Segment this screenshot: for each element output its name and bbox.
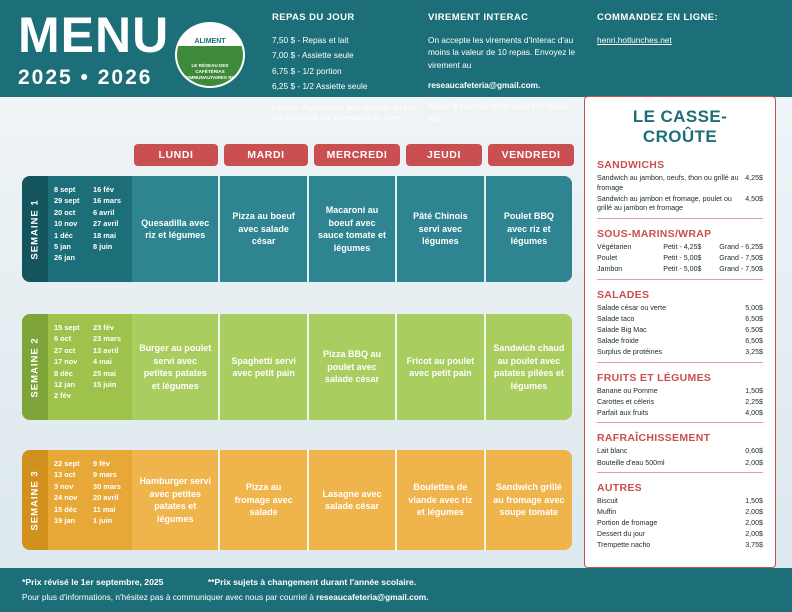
footer-note-2: **Prix sujets à changement durant l'année scolaire. (207, 577, 417, 587)
date-item: 29 sept (54, 196, 80, 206)
date-item: 11 mai (93, 504, 116, 514)
week-3-dates-col-2 (93, 458, 128, 542)
meal-cell: Sandwich chaud au poulet avec patates pilées et légumes (484, 314, 572, 420)
week-3-dates-col-1 (54, 458, 89, 542)
item-price: 3,75$ (745, 541, 763, 550)
logo-brand-text: ALIMENT (194, 38, 226, 45)
item-size-large: Grand - 7,50$ (719, 265, 763, 274)
virement-heading: VIREMENT INTERAC (428, 12, 529, 23)
menu-row (597, 304, 763, 314)
menu-row (597, 254, 763, 264)
date-item: 5 jan (54, 242, 71, 252)
item-name: Muffin (597, 508, 617, 517)
date-item: 3 nov (54, 481, 74, 491)
footer-contact-email[interactable]: reseaucafeteria@gmail.com. (316, 592, 429, 602)
menu-row (597, 497, 763, 507)
item-price: 1,50$ (745, 497, 763, 506)
date-item: 9 fév (93, 459, 110, 468)
item-size-large: Grand - 6,25$ (719, 242, 763, 251)
item-size-large: Grand - 7,50$ (719, 253, 763, 262)
tab-vendredi[interactable]: VENDREDI (488, 144, 574, 166)
tab-mercredi[interactable]: MERCREDI (314, 144, 400, 166)
section-title-autres: AUTRES (597, 482, 642, 495)
meal-cell: Macaroni au boeuf avec sauce tomate et légumes (307, 176, 395, 282)
item-price: 6,50$ (745, 325, 763, 334)
date-item: 27 oct (54, 345, 76, 355)
meal-cell: Sandwich grillé au fromage avec soupe tomate (484, 450, 572, 550)
date-item: 16 fév (93, 185, 114, 194)
order-online-block (597, 12, 777, 46)
item-price: 2,00$ (745, 530, 763, 539)
week-1-label (22, 176, 48, 282)
menu-row (597, 508, 763, 518)
menu-row (597, 326, 763, 336)
date-item: 1 juin (93, 516, 113, 526)
page-footer (0, 568, 792, 612)
meal-cell: Fricot au poulet avec petit pain (395, 314, 483, 420)
item-name: Portion de fromage (597, 519, 658, 528)
week-1-label-text: SEMAINE 1 (29, 198, 41, 260)
organization-logo (175, 22, 247, 86)
divider (597, 218, 763, 219)
item-name: Banane ou Pomme (597, 386, 658, 395)
date-item: 23 fév (93, 323, 114, 332)
date-item: 9 mars (93, 470, 117, 480)
item-size-small: Petit - 5,00$ (663, 265, 702, 274)
menu-row (597, 195, 763, 214)
date-item: 8 déc (54, 368, 73, 378)
week-1-dates-col-2 (93, 184, 128, 274)
meal-cell: Burger au poulet servi avec petites patates et légumes (139, 343, 212, 391)
section-title-rafraichissement: RAFRAÎCHISSEMENT (597, 432, 711, 445)
item-name: Salade froide (597, 336, 639, 345)
date-item: 22 sept (54, 459, 80, 468)
menu-row (597, 409, 763, 419)
date-item: 10 nov (54, 219, 78, 229)
item-price: 4,50$ (745, 194, 763, 203)
menu-row (597, 459, 763, 469)
virement-email: reseaucafeteria@gmail.com. (428, 80, 541, 90)
footer-notes (22, 577, 416, 587)
item-name: Salade Big Mac (597, 325, 647, 334)
item-price: 2,25$ (745, 397, 763, 406)
item-price: 4,25$ (745, 174, 763, 182)
date-item: 8 juin (93, 242, 113, 252)
page-header (0, 0, 792, 123)
footer-note-1: *Prix révisé le 1er septembre, 2025 (22, 577, 164, 587)
meal-cell: Spaghetti servi avec petit pain (218, 314, 306, 420)
date-item: 30 mars (93, 481, 121, 491)
divider (597, 472, 763, 473)
week-2-label (22, 314, 48, 420)
repas-heading: REPAS DU JOUR (272, 12, 355, 23)
section-title-fruits-legumes: FRUITS ET LÉGUMES (597, 371, 712, 384)
tab-mardi[interactable]: MARDI (224, 144, 308, 166)
date-item: 20 oct (54, 207, 76, 217)
section-title-sandwichs: SANDWICHS (597, 159, 665, 171)
item-price: 2,00$ (745, 458, 763, 467)
repas-price-line: 6,25 $ - 1/2 Assiette seule (272, 81, 368, 91)
item-price: 1,50$ (745, 386, 763, 395)
week-1-dates (48, 176, 132, 282)
item-name: Biscuit (597, 497, 618, 506)
menu-row (597, 398, 763, 408)
meal-cell: Pizza au fromage avec salade (218, 450, 306, 550)
meal-cell: Hamburger servi avec petites patates et légumes (139, 476, 211, 524)
item-price: 3,25$ (745, 348, 763, 357)
school-years: 2025 • 2026 (18, 66, 153, 89)
virement-interac-block (428, 12, 583, 133)
item-size-small: Petit - 5,00$ (663, 253, 702, 262)
tab-jeudi[interactable]: JEUDI (406, 144, 482, 166)
item-name: Salade taco (597, 314, 635, 323)
footer-contact-text: Pour plus d'informations, n'hésitez pas à communiquer avec nous par courriel à (22, 592, 317, 602)
day-tabs (134, 144, 574, 166)
meal-cell: Pizza au boeuf avec salade césar (218, 176, 306, 282)
week-3-block (22, 450, 572, 550)
section-title-sous-marins: SOUS-MARINS/WRAP (597, 227, 712, 240)
date-item: 13 avril (93, 345, 119, 355)
snack-bar-title: LE CASSE-CROÛTE (632, 107, 728, 146)
menu-row (597, 348, 763, 358)
date-item: 15 déc (54, 504, 78, 514)
repas-price-line: 7,00 $ - Assiette seule (272, 50, 354, 60)
week-2-dates-col-2 (93, 322, 128, 412)
date-item: 6 oct (54, 334, 72, 344)
item-name: Sandwich au jambon, oeufs, thon ou grillé au fromage (597, 174, 739, 192)
menu-row (597, 174, 763, 193)
item-name: Jambon (597, 265, 623, 274)
date-item: 15 sept (54, 323, 80, 332)
date-item: 13 oct (54, 470, 76, 480)
item-price: 5,00$ (745, 303, 763, 312)
item-name: Bouteille d'eau 500ml (597, 458, 665, 467)
week-2-block (22, 314, 572, 420)
date-item: 4 mai (93, 357, 112, 367)
tab-lundi[interactable]: LUNDI (134, 144, 218, 166)
menu-row (597, 315, 763, 325)
logo-caption: LE RÉSEAU DES CAFÉTÉRIAS COMMUNAUTAIRES INC. (182, 63, 238, 80)
week-3-label-text: SEMAINE 3 (29, 469, 41, 531)
week-2-label-text: SEMAINE 2 (29, 336, 41, 398)
menu-row (597, 519, 763, 529)
item-name: Parfait aux fruits (597, 408, 649, 417)
item-name: Trempette nacho (597, 541, 651, 550)
date-item: 16 mars (93, 196, 121, 206)
menu-row (597, 387, 763, 397)
date-item: 18 mai (93, 230, 117, 240)
order-online-heading: COMMANDEZ EN LIGNE: (597, 12, 719, 23)
week-3-label (22, 450, 48, 550)
menu-row (597, 530, 763, 540)
week-1-dates-col-1 (54, 184, 89, 274)
date-item: 19 jan (54, 516, 75, 526)
item-size-small: Petit - 4,25$ (663, 242, 702, 251)
date-item: 26 jan (54, 253, 75, 263)
menu-row (597, 541, 763, 551)
meal-cell: Pizza BBQ au poulet avec salade césar (307, 314, 395, 420)
order-online-link[interactable]: henri.hotlunches.net (597, 34, 672, 45)
date-item: 1 déc (54, 230, 73, 240)
meal-cell: Quesadilla avec riz et légumes (141, 217, 210, 240)
meal-cell: Lasagne avec salade césar (307, 450, 395, 550)
date-item: 20 avril (93, 493, 119, 503)
footer-contact (22, 592, 429, 602)
item-name: Dessert du jour (597, 530, 646, 539)
item-price: 6,50$ (745, 336, 763, 345)
date-item: 25 mai (93, 368, 117, 378)
meal-cell: Pâté Chinois servi avec légumes (395, 176, 483, 282)
section-title-salades: SALADES (597, 288, 650, 301)
date-item: 17 nov (54, 357, 78, 367)
item-name: Surplus de protéines (597, 348, 663, 357)
item-price: 4,00$ (745, 408, 763, 417)
week-3-meals (132, 450, 572, 550)
week-2-dates-col-1 (54, 322, 89, 412)
item-name: Poulet (597, 253, 618, 262)
date-item: 2 fév (54, 391, 71, 401)
week-1-meals (132, 176, 572, 282)
divider (597, 422, 763, 423)
item-name: Végétarien (597, 242, 632, 251)
menu-row (597, 265, 763, 275)
date-item: 8 sept (54, 185, 76, 194)
date-item: 24 nov (54, 493, 78, 503)
snack-bar-panel (584, 96, 776, 568)
page-title: MENU (18, 7, 170, 63)
date-item: 12 jan (54, 380, 75, 390)
date-item: 27 avril (93, 219, 119, 229)
week-2-meals (132, 314, 572, 420)
menu-row (597, 337, 763, 347)
item-price: 2,00$ (745, 519, 763, 528)
repas-price-line: 7,50 $ - Repas et lait (272, 34, 349, 45)
repas-price-line: 6,75 $ - 1/2 portion (272, 65, 342, 76)
item-price: 6,50$ (745, 314, 763, 323)
virement-child-note: Notez le nom de votre enfant et l'école svp. (428, 100, 570, 123)
week-2-dates (48, 314, 132, 420)
item-name: Carottes et céleris (597, 397, 655, 406)
item-price: 0,60$ (745, 447, 763, 456)
menu-row (597, 243, 763, 253)
item-name: Sandwich au jambon et fromage, poulet ou grillé au jambon et fromage (597, 194, 732, 213)
week-3-dates (48, 450, 132, 550)
date-item: 6 avril (93, 207, 115, 217)
divider (597, 362, 763, 363)
item-price: 2,00$ (745, 508, 763, 517)
repas-du-jour-block (272, 12, 417, 124)
meal-cell: Boulettes de viande avec riz et légumes (395, 450, 483, 550)
item-name: Lait blanc (597, 447, 628, 456)
virement-paragraph: On accepte les virements d'Interac d'au moins la valeur de 10 repas. Envoyez le virement au (428, 34, 576, 70)
item-name: Salade césar ou verte (597, 303, 667, 312)
week-1-block (22, 176, 572, 282)
date-item: 23 mars (93, 334, 121, 344)
vegetarian-note: L'option végétarienne pour le repas du jour est disponible par commande en ligne. (272, 102, 417, 122)
menu-row (597, 447, 763, 457)
date-item: 15 juin (93, 380, 117, 390)
divider (597, 279, 763, 280)
meal-cell: Poulet BBQ avec riz et légumes (484, 176, 572, 282)
